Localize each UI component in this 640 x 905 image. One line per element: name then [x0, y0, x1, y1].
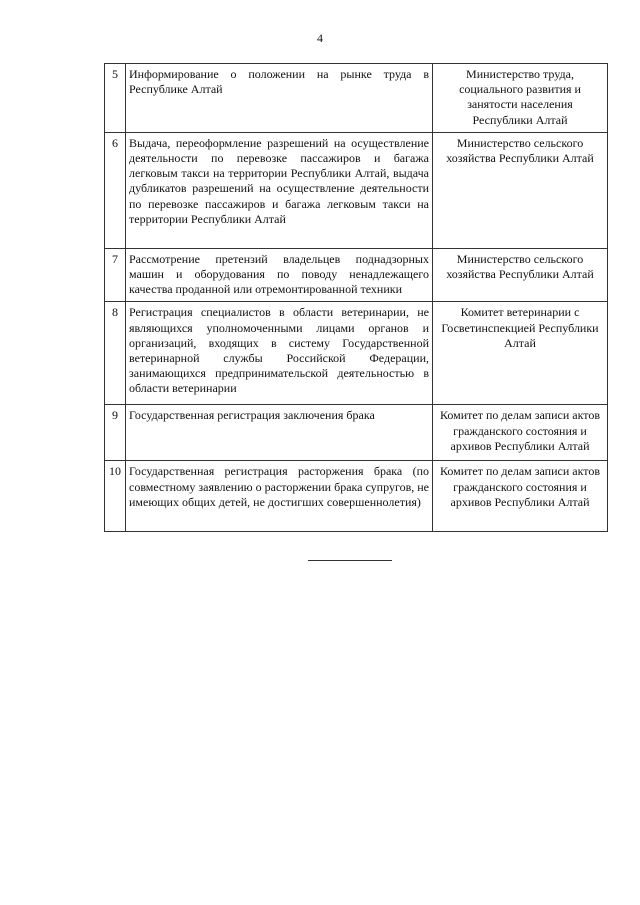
table-row — [105, 248, 608, 302]
service-name: Выдача, переоформление разрешений на осуществление деятельности по перевозке пассажиров и багажа легковым такси на территории Республики Алтай, выдача дубликатов разрешений на осуществление деятельности по перевозке пассажиров и багажа легковым такси на территории Республики Алтай — [126, 132, 433, 248]
table-row — [105, 302, 608, 405]
services-table — [104, 63, 608, 532]
service-name: Регистрация специалистов в области ветеринарии, не являющихся уполномоченными лицами органов и организаций, входящих в систему Государственной ветеринарной службы Российской Федерации, занимающихся предпринимательской деятельностью в области ветеринарии — [126, 302, 433, 405]
row-number: 6 — [105, 132, 126, 248]
table-row — [105, 405, 608, 461]
responsible-authority: Комитет ветеринарии с Госветинспекцией Республики Алтай — [433, 302, 608, 405]
closing-rule — [308, 560, 392, 561]
table-row — [105, 461, 608, 532]
responsible-authority: Министерство сельского хозяйства Республики Алтай — [433, 248, 608, 302]
row-number: 8 — [105, 302, 126, 405]
table-row — [105, 132, 608, 248]
row-number: 7 — [105, 248, 126, 302]
service-name: Государственная регистрация расторжения брака (по совместному заявлению о расторжении брака супругов, не имеющих общих детей, не достигших совершеннолетия) — [126, 461, 433, 532]
service-name: Государственная регистрация заключения брака — [126, 405, 433, 461]
row-number: 10 — [105, 461, 126, 532]
responsible-authority: Министерство труда, социального развития и занятости населения Республики Алтай — [433, 64, 608, 133]
service-name: Информирование о положении на рынке труда в Республике Алтай — [126, 64, 433, 133]
page-number: 4 — [317, 31, 323, 45]
table-row — [105, 64, 608, 133]
responsible-authority: Комитет по делам записи актов гражданского состояния и архивов Республики Алтай — [433, 405, 608, 461]
service-name: Рассмотрение претензий владельцев поднадзорных машин и оборудования по поводу ненадлежащего качества проданной или отремонтированной техники — [126, 248, 433, 302]
row-number: 9 — [105, 405, 126, 461]
responsible-authority: Комитет по делам записи актов гражданского состояния и архивов Республики Алтай — [433, 461, 608, 532]
responsible-authority: Министерство сельского хозяйства Республики Алтай — [433, 132, 608, 248]
row-number: 5 — [105, 64, 126, 133]
